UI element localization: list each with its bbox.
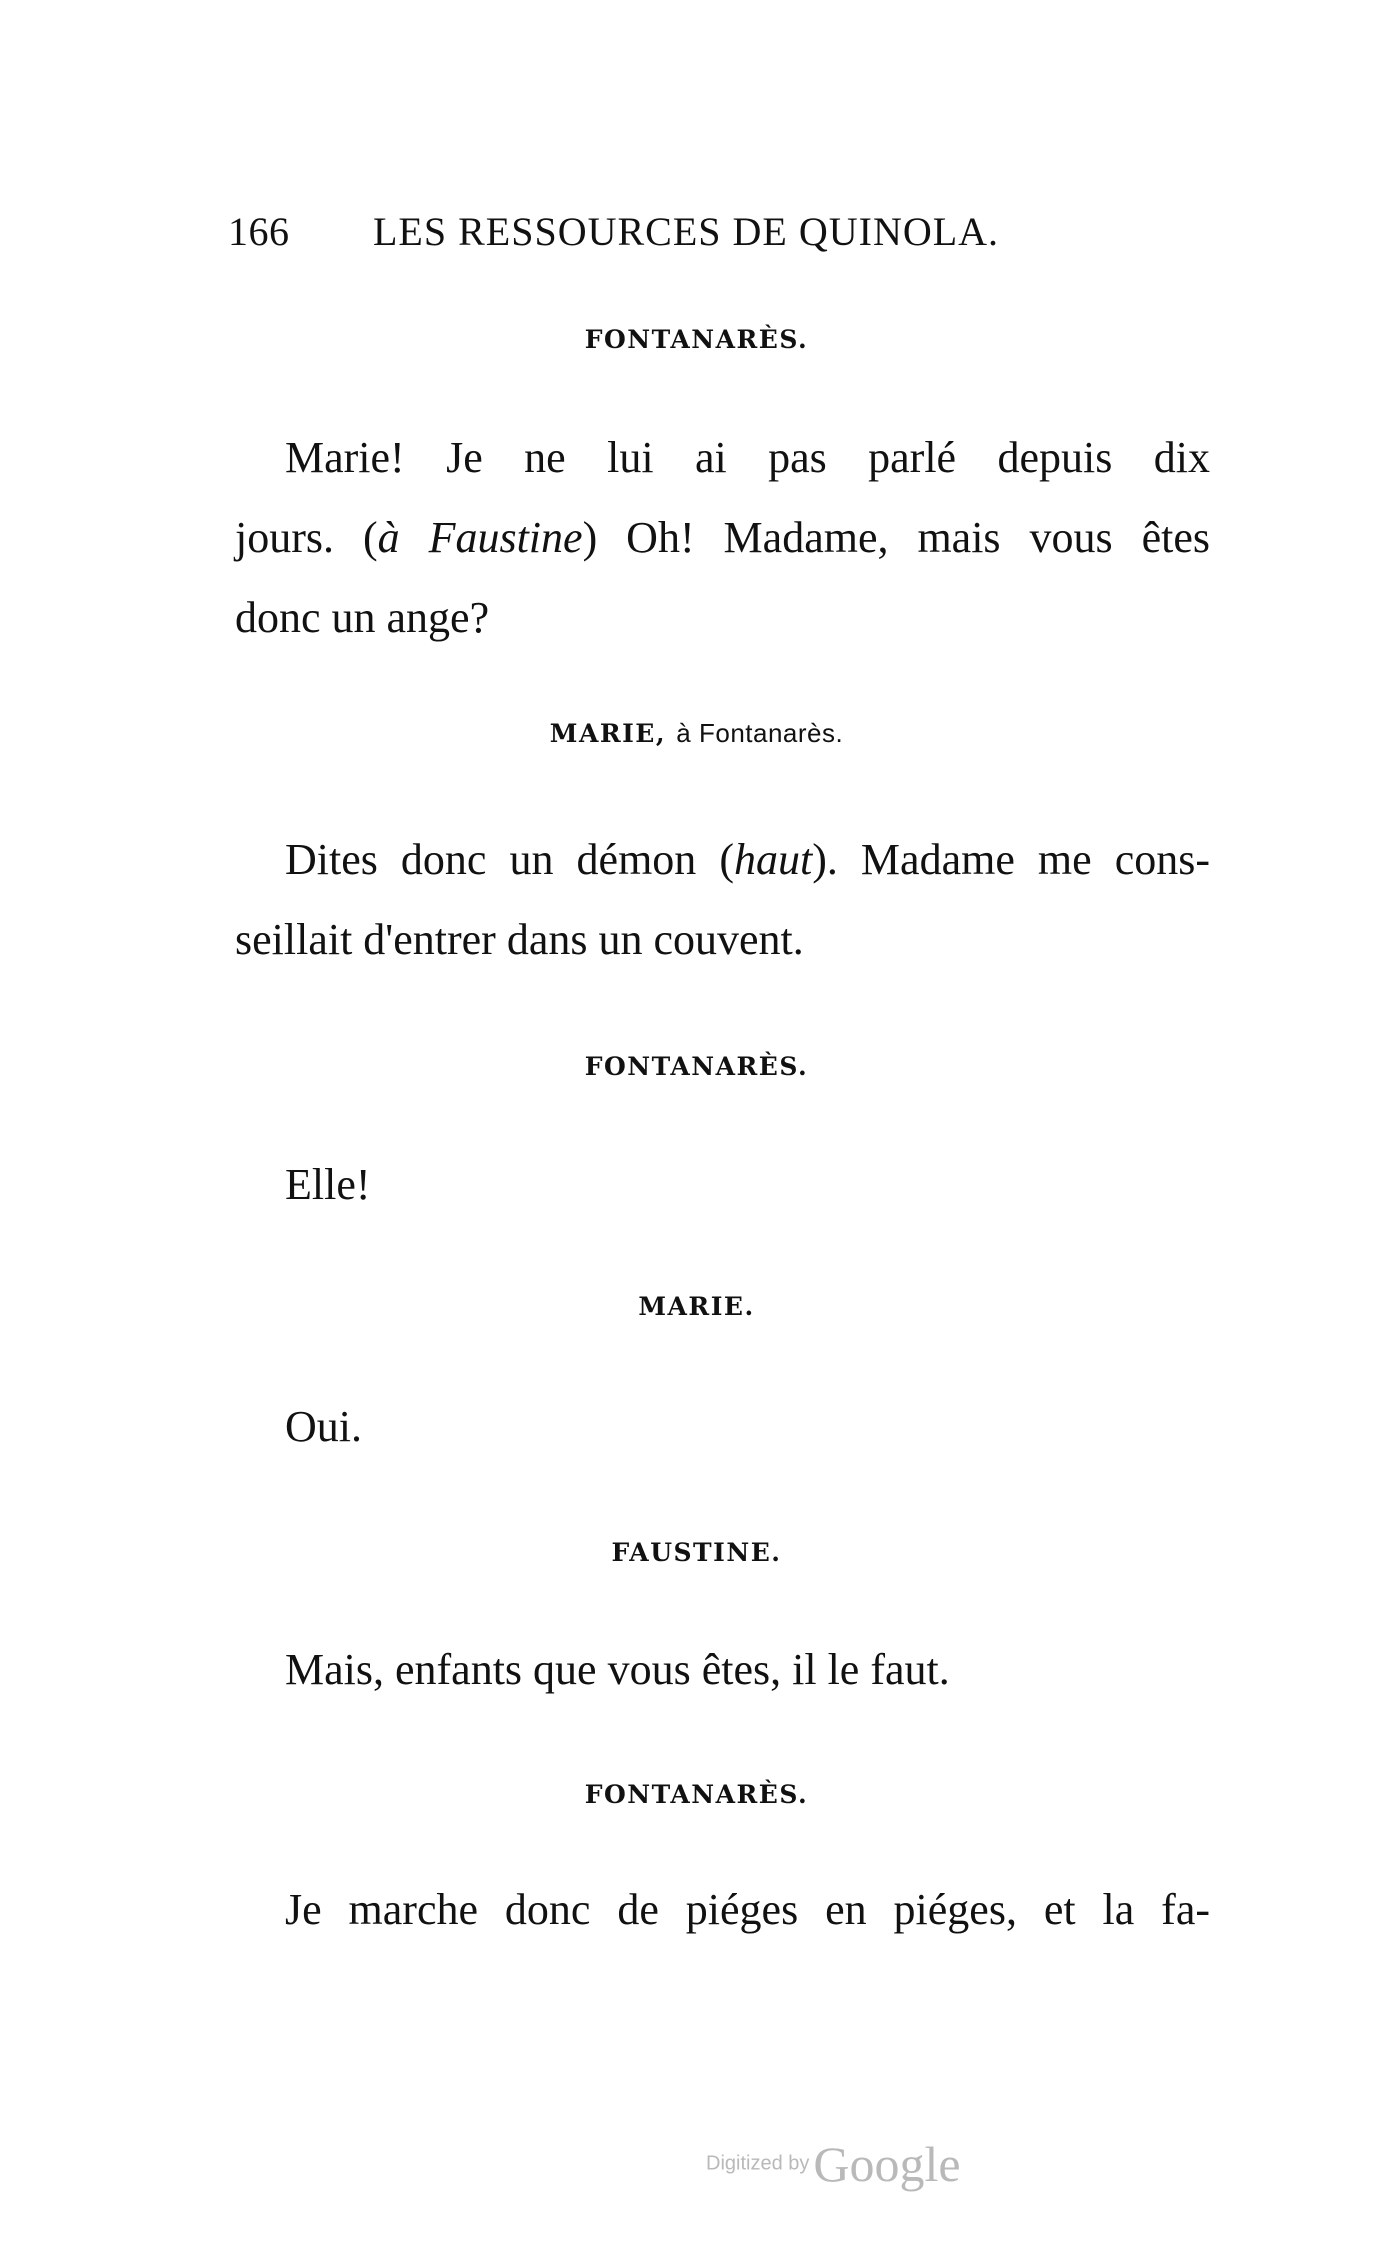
- speaker-name: FONTANARÈS.: [584, 1052, 809, 1081]
- speaker-line: [0, 718, 1393, 749]
- text-fragment: jours. (: [235, 513, 378, 562]
- text-line: Mais, enfants que vous êtes, il le faut.: [285, 1645, 950, 1694]
- text-line: Elle!: [285, 1160, 371, 1209]
- dialogue-paragraph: [235, 418, 1210, 658]
- google-logo: Google: [813, 2136, 961, 2192]
- dialogue-paragraph: [235, 1387, 1210, 1467]
- stage-direction: à Faustine: [377, 513, 583, 562]
- watermark-prefix: Digitized by: [706, 2152, 810, 2175]
- text-line: [235, 820, 1210, 900]
- text-line: donc un ange?: [235, 593, 490, 642]
- text-line: Marie! Je ne lui ai pas parlé depuis dix: [285, 433, 1210, 482]
- text-line: seillait d'entrer dans un couvent.: [235, 915, 804, 964]
- text-line: Je marche donc de piéges en piéges, et la fa-: [285, 1885, 1210, 1934]
- dialogue-paragraph: [235, 820, 1210, 980]
- text-fragment: ). Madame me cons-: [812, 835, 1210, 884]
- stage-direction: à Fontanarès.: [676, 718, 844, 748]
- text-fragment: ) Oh! Madame, mais vous êtes: [582, 513, 1210, 562]
- dialogue-paragraph: [235, 1870, 1210, 1950]
- dialogue-paragraph: [235, 1630, 1210, 1710]
- page-number: 166: [228, 209, 290, 254]
- speaker-name: FONTANARÈS.: [584, 325, 809, 354]
- stage-direction: haut: [733, 835, 813, 884]
- text-line: Oui.: [285, 1402, 362, 1451]
- text-fragment: Dites donc un démon (: [285, 835, 734, 884]
- speaker-name: FONTANARÈS.: [584, 1780, 809, 1809]
- speaker-name: MARIE.: [638, 1292, 755, 1321]
- page-header: [228, 208, 1128, 255]
- dialogue-paragraph: [235, 1145, 1210, 1225]
- running-title: LES RESSOURCES DE QUINOLA.: [373, 209, 1000, 254]
- speaker-name: MARIE,: [549, 719, 667, 748]
- text-line: [235, 498, 1210, 578]
- digitization-watermark: [706, 2135, 961, 2193]
- speaker-name: FAUSTINE.: [611, 1538, 782, 1567]
